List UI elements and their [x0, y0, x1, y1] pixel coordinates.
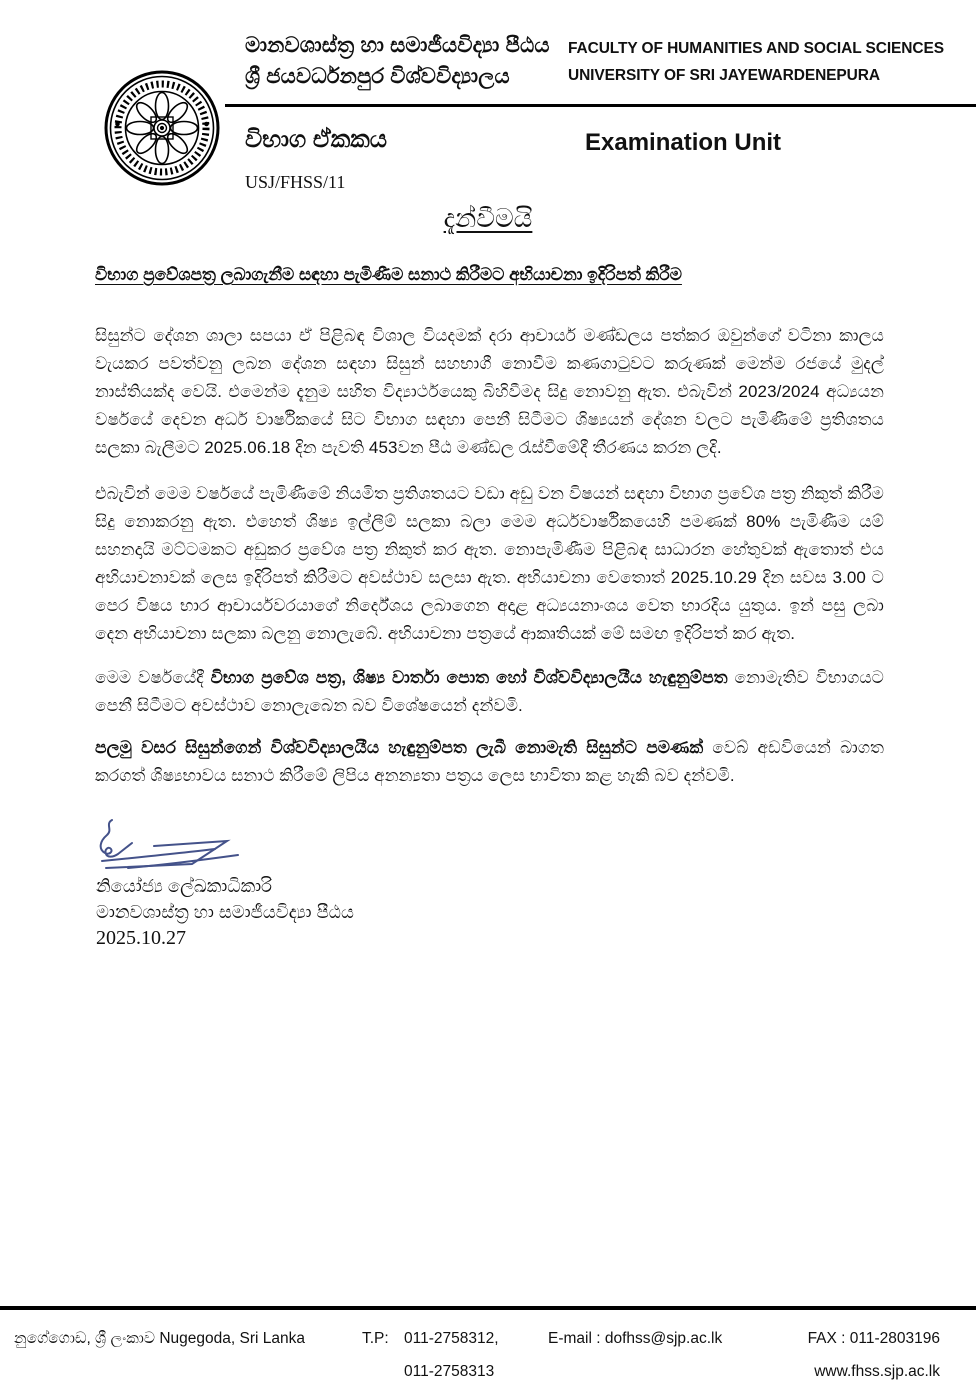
- university-seal-icon: [103, 62, 221, 198]
- paragraph-4: [95, 734, 884, 790]
- handwritten-signature: [92, 816, 252, 878]
- footer-address-english: Nugegoda, Sri Lanka: [159, 1330, 305, 1347]
- faculty-name-english: [568, 35, 944, 89]
- footer-phone-1: 011-2758312,: [404, 1330, 499, 1347]
- faculty-name-sinhala: [245, 30, 550, 92]
- footer-telephone-numbers: [404, 1322, 499, 1388]
- paragraph-1: සිසුන්ට දේශන ශාලා සපයා ඒ පිළිබඳ විශාල වියදමක් දරා ආචාර්ය මණ්ඩලය පත්කර ඔවුන්ගේ වටිනා කාලය වැයකර පවත්වනු ලබන දේශන සඳහා සිසුන් සහභාගී නොවීම කණගාටුවට කරුණක් මෙන්ම රජයේ මුදල් නාස්තියක්ද වෙයි. එමෙන්ම දැනුම සහිත විද්‍යාර්ථයෙකු බිහිවීමද සිදු නොවනු ඇත. එබැවින් 2023/2024 අධ්‍යයන වර්ෂයේ දෙවන අර්ධ වාර්ෂිකයේ සිට විභාග සඳහා පෙනී සිටීමට ශිෂ්‍යයන් දේශන වලට පැමිණීමේ ප්‍රතිශතය සලකා බැලීමට 2025.06.18 දින පැවති 453වන පීඨ මණ්ඩල රැස්වීමේදී තීරණය කරන ලදි.: [95, 326, 884, 457]
- footer-divider: [0, 1306, 976, 1310]
- signatory-designation: නියෝජ්‍ය ලේඛකාධිකාරි: [96, 876, 273, 896]
- footer-address-sinhala: නුගේගොඩ, ශ්‍රී ලංකාව: [14, 1330, 156, 1347]
- notice-date: 2025.10.27: [96, 927, 186, 949]
- signatory-faculty: මානවශාස්ත්‍ර හා සමාජීයවිද්‍යා පීඨය: [96, 902, 354, 922]
- university-name-si-line2: ශ්‍රී ජයවර්ධනපුර විශ්වවිද්‍යාලය: [245, 65, 510, 88]
- paragraph-3-bold-text: විභාග ප්‍රවේශ පත්‍ර, ශිෂ්‍ය වාර්තා පොත හෝ විශ්වවිද්‍යාලයීය හැඳුනුම්පත: [210, 668, 728, 687]
- footer-email: E-mail : dofhss@sjp.ac.lk: [548, 1330, 723, 1347]
- paragraph-2: එබැවින් මෙම වර්ෂයේ පැමිණීමේ නියමිත ප්‍රතිශතයට වඩා අඩු වන විෂයන් සඳහා විභාග ප්‍රවේශ පත්‍ර නිකුත් කිරීම සිදු නොකරනු ඇත. එහෙත් ශිෂ්‍ය ඉල්ලීම් සලකා බලා මෙම අර්ධවාර්ෂිකයෙහි පමණක් 80% පැමිණීම යම් සහනදායි මට්ටමකට අඩුකර ප්‍රවේශ පත්‍ර නිකුත් කර ඇත. නොපැමිණීම පිළිබඳ සාධාරන හේතුවක් ඇතොත් එය අභියාචනාවක් ලෙස ඉදිරිපත් කිරීමට අවස්ථාව සලසා ඇත. අභියාචනා වෙතොත් 2025.10.29 දින සවස 3.00 ට පෙර විෂය භාර ආචාර්යවරයාගේ නිර්දේශය ලබාගෙන අදාළ අධ්‍යයනාංශය වෙත භාරදිය යුතුය. ඉන් පසු ලබා දෙන අභියාචනා සලකා බලනු නොලැබේ. අභියාචනා පත්‍රයේ ආකෘතියක් මේ සමඟ ඉදිරිපත් කර ඇත.: [95, 484, 884, 643]
- footer-fax-number: FAX : 011-2803196: [807, 1330, 940, 1347]
- unit-title-sinhala: විභාග ඒකකය: [245, 126, 388, 153]
- notice-title: දැන්වීමයි: [443, 203, 533, 233]
- footer-phone-2: 011-2758313: [404, 1363, 495, 1380]
- header-divider: [225, 104, 976, 107]
- footer-telephone-label: T.P:: [362, 1330, 389, 1347]
- notice-subject: විභාග ප්‍රවේශපත්‍ර ලබාගැනීම සඳහා පැමිණීම සනාථ කිරීමට අභියාචනා ඉදිරිපත් කිරීම: [95, 265, 682, 284]
- paragraph-3: [95, 664, 884, 720]
- paragraph-4-bold-text: පලමු වසර සිසුන්ගෙන් විශ්වවිද්‍යාලයීය හැඳුනුම්පත ලැබී නොමැති සිසුන්ට පමණක්: [95, 738, 704, 757]
- paragraph-4-text-end: වෙබ් අඩවියෙන් බාගත කරගත් ශිෂ්‍යභාවය සනාථ කිරීමේ ලිපිය අනන්‍යතා පත්‍රය ලෙස භාවිතා කළ හැකි බව දන්වමි.: [95, 738, 884, 785]
- faculty-name-si-line1: මානවශාස්ත්‍ර හා සමාජීයවිද්‍යා පීඨය: [245, 34, 550, 57]
- footer-fax-web: [808, 1322, 940, 1388]
- reference-number: USJ/FHSS/11: [245, 172, 346, 192]
- faculty-name-en-line1: FACULTY OF HUMANITIES AND SOCIAL SCIENCES: [568, 40, 944, 57]
- university-name-en-line2: UNIVERSITY OF SRI JAYEWARDENEPURA: [568, 67, 880, 84]
- paragraph-3-text: මෙම වර්ෂයේදී: [95, 668, 211, 687]
- footer-website: www.fhss.sjp.ac.lk: [814, 1363, 940, 1380]
- paragraph-3-text-end: නොමැතිව විභාගයට පෙනී සිටීමට අවස්ථාව නොලැබෙන බව විශේෂයෙන් දන්වමි.: [95, 668, 884, 715]
- unit-title-english: Examination Unit: [585, 129, 782, 156]
- signature-block: [96, 873, 354, 951]
- footer-address: [14, 1322, 305, 1355]
